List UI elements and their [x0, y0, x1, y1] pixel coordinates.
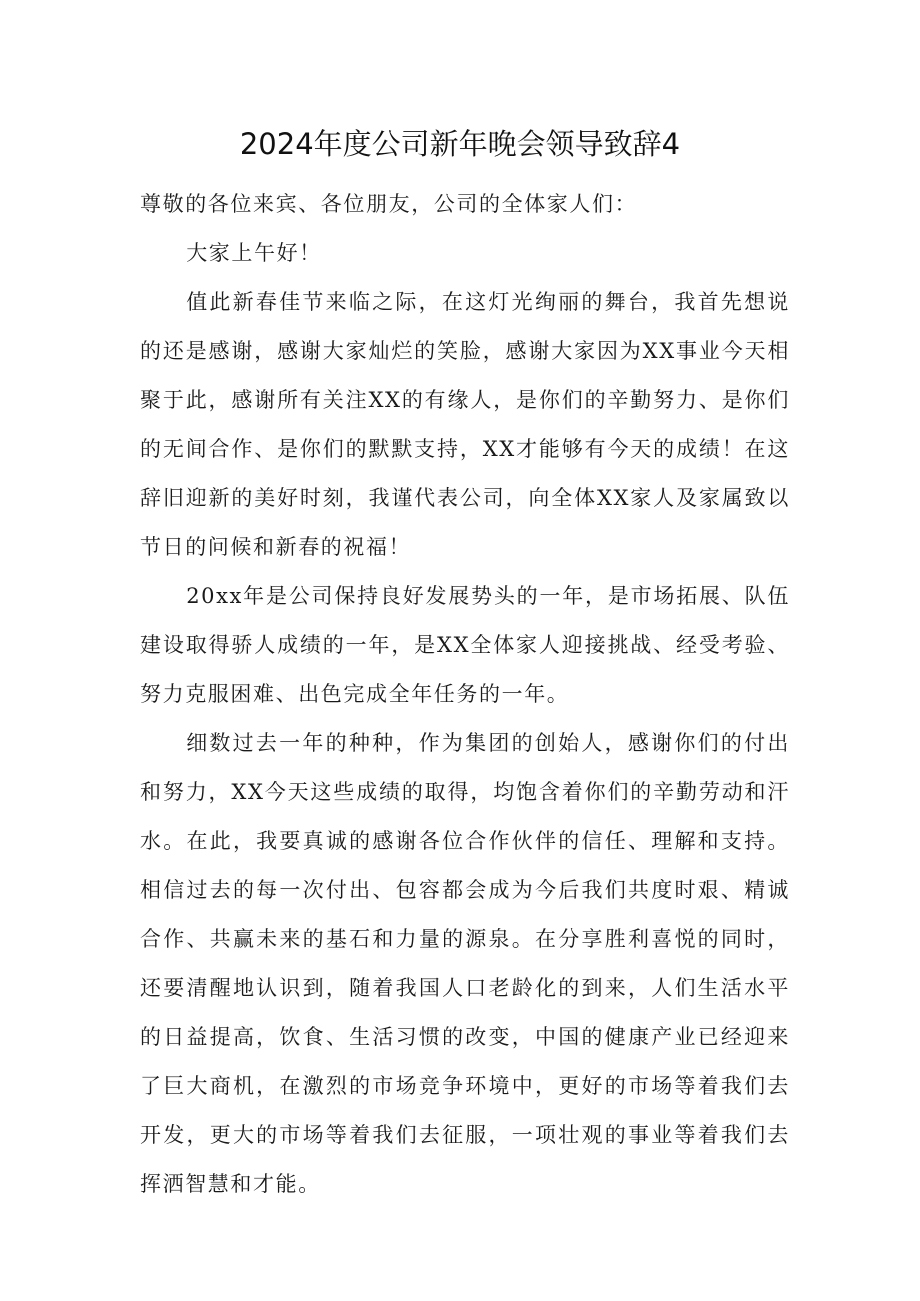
- document-title: 2024年度公司新年晚会领导致辞4: [239, 127, 681, 161]
- paragraph-greeting: 大家上午好！: [186, 241, 322, 265]
- paragraph-outlook: 细数过去一年的种种，作为集团的创始人，感谢你们的付出和努力，XX今天这些成绩的取得，均饱含着你们的辛勤劳动和汗水。在此，我要真诚的感谢各位合作伙伴的信任、理解和支持。相信过去的每一次付出、包容都会成为今后我们共度时艰、精诚合作、共赢未来的基石和力量的源泉。在分享胜利喜悦的同时，还要清醒地认识到，随着我国人口老龄化的到来，人们生活水平的日益提高，饮食、生活习惯的改变，中国的健康产业已经迎来了巨大商机，在激烈的市场竞争环境中，更好的市场等着我们去开发，更大的市场等着我们去征服，一项壮观的事业等着我们去挥洒智慧和才能。: [140, 731, 790, 1196]
- salutation: 尊敬的各位来宾、各位朋友，公司的全体家人们：: [140, 192, 638, 216]
- document-body: [140, 180, 790, 1209]
- paragraph-thanks: 值此新春佳节来临之际，在这灯光绚丽的舞台，我首先想说的还是感谢，感谢大家灿烂的笑脸，感谢大家因为XX事业今天相聚于此，感谢所有关注XX的有缘人，是你们的辛勤努力、是你们的无间合作、是你们的默默支持，XX才能够有今天的成绩！在这辞旧迎新的美好时刻，我谨代表公司，向全体XX家人及家属致以节日的问候和新春的祝福！: [140, 290, 790, 559]
- paragraph-year-review: 20xx年是公司保持良好发展势头的一年，是市场拓展、队伍建设取得骄人成绩的一年，是XX全体家人迎接挑战、经受考验、努力克服困难、出色完成全年任务的一年。: [140, 584, 790, 706]
